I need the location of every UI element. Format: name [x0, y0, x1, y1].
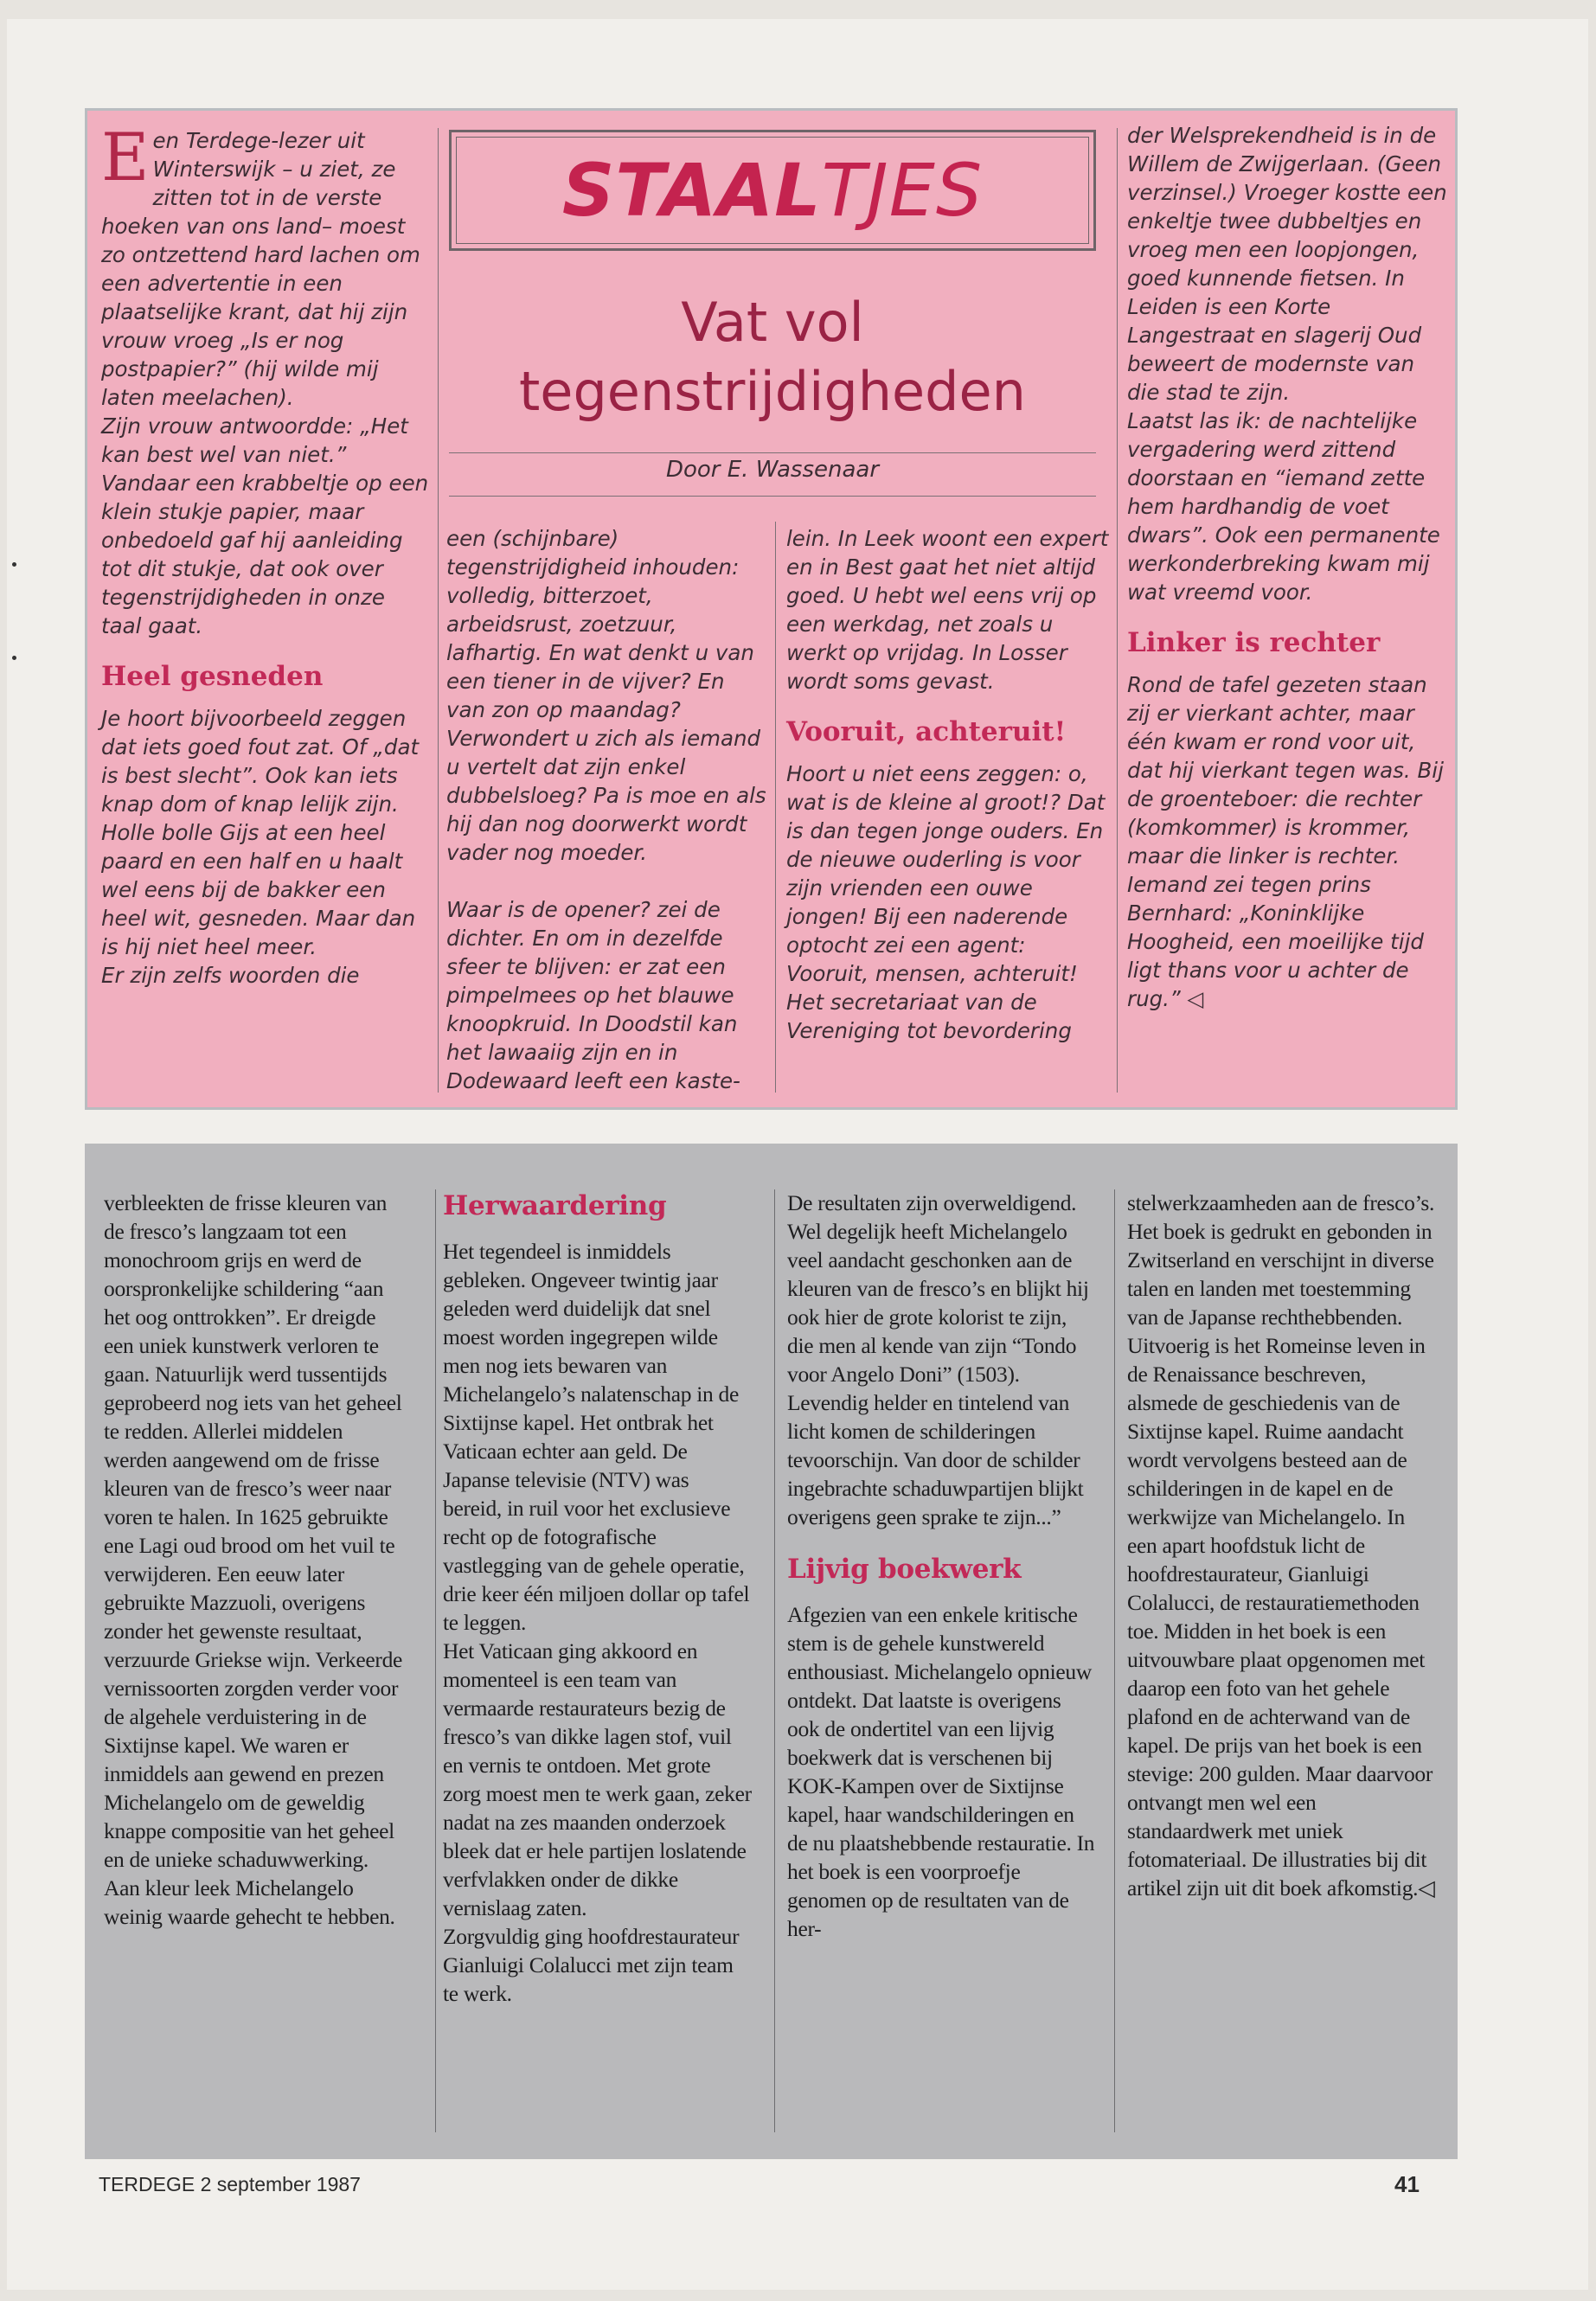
feature-column-3 — [786, 524, 1111, 1045]
headline-line-2: tegenstrijdigheden — [519, 360, 1026, 423]
paragraph: stelwerkzaamheden aan de fresco’s. — [1127, 1190, 1435, 1215]
column-divider — [1114, 1189, 1115, 2132]
paragraph: der Welsprekendheid is in de Willem de Zwijgerlaan. (Geen verzinsel.) Vroeger kostte een enkeltje twee dubbeltjes en vroeg men een loopjongen, goed kunnende fietsen. In Leiden is een Korte Langestraat en slagerij Oud beweert de modernste van die stad te zijn. — [1127, 123, 1447, 405]
paragraph: lein. In Leek woont een expert en in Best gaat het niet altijd goed. U hebt wel eens vrij op een werkdag, net zoals u werkt op vrijdag. In Losser wordt soms gevast. — [786, 526, 1109, 694]
paragraph: De resultaten zijn overweldigend. Wel degelijk heeft Michelangelo veel aandacht geschonken aan de kleuren van de fresco’s en blijkt hij ook hier de grote kolorist te zijn, die men al kende van zijn “Tondo voor Angelo Doni” (1503). Levendig helder en tintelend van licht komen de schilderingen tevoorschijn. Van door de schilder ingebrachte schaduwpartijen blijkt overigens geen sprake te zijn...” — [787, 1190, 1089, 1529]
paragraph: Je hoort bijvoorbeeld zeggen dat iets goed fout zat. Of „dat is best slecht”. Ook kan iets knap dom of knap lelijk zijn. Holle bolle Gijs at een heel paard en een half en u haalt wel eens bij de bakker een heel wit, gesneden. Maar dan is hij niet heel meer. — [101, 706, 420, 959]
margin-mark — [12, 562, 16, 567]
subheading-herwaardering: Herwaardering — [443, 1190, 667, 1221]
subheading-lijvig-boekwerk: Lijvig boekwerk — [787, 1554, 1022, 1585]
paragraph: Afgezien van een enkele kritische stem is de gehele kunstwereld enthousiast. Michelangelo opnieuw ontdekt. Dat laatste is overigens ook de ondertitel van een lijvig boekwerk dat is verschenen bij KOK-Kampen over de Sixtijnse kapel, haar wandschilderingen en de nu plaatshebbende restauratie. In het boek is een voorproefje genomen op de resultaten van de her- — [787, 1602, 1095, 1941]
article-column-1 — [104, 1189, 407, 1931]
paragraph: verbleekten de frisse kleuren van de fresco’s langzaam tot een monochroom grijs en werd de oorspronkelijke schildering “aan het oog onttrokken”. Er dreigde een uniek kunstwerk verloren te gaan. Natuurlijk werd tussentijds geprobeerd nog iets van het geheel te redden. Allerlei middelen werden aangewend om de frisse kleuren van de fresco’s weer naar voren te halen. In 1625 gebruikte ene Lagi oud brood om het vuil te verwijderen. Een eeuw later gebruikte Mazzuoli, overigens zonder het gewenste resultaat, verzuurde Griekse wijn. Verkeerde vernissoorten zorgden verder voor de algehele verduistering in de Sixtijnse kapel. We waren er inmiddels aan gewend en prezen Michelangelo om de geweldig knappe compositie van het geheel en de unieke schaduwwerking. Aan kleur leek Michelangelo weinig waarde gehecht te hebben. — [104, 1190, 403, 1929]
paragraph: Het secretariaat van de Vereniging tot bevordering — [786, 990, 1072, 1043]
drop-cap: E — [101, 119, 150, 195]
paragraph: Het tegendeel is inmiddels gebleken. Ongeveer twintig jaar geleden werd duidelijk dat snel moest worden ingegrepen wilde men nog iets bewaren van Michelangelo’s nalatenschap in de Sixtijnse kapel. Het ontbrak het Vaticaan echter aan geld. De Japanse televisie (NTV) was bereid, in ruil voor het exclusieve recht op de fotografische vastlegging van de gehele operatie, drie keer één miljoen dollar op tafel te leggen. — [443, 1239, 750, 1635]
paragraph: Waar is de opener? zei de dichter. En om in dezelfde sfeer te blijven: er zat een pimpelmees op het blauwe knoopkruid. In Doodstil kan het lawaaiig zijn en in Dodewaard leeft een kaste- — [446, 897, 740, 1093]
article-column-2 — [443, 1189, 753, 2008]
column-divider — [774, 1189, 775, 2132]
byline-rule-bottom — [449, 496, 1096, 497]
subheading-linker-is-rechter: Linker is rechter — [1127, 627, 1381, 658]
staaltjes-feature-box — [85, 108, 1458, 1110]
paragraph: Hoort u niet eens zeggen: o, wat is de kleine al groot!? Dat is dan tegen jonge ouders. En de nieuwe ouderling is voor zijn vrienden een ouwe jongen! Bij een naderende optocht zei een agent: Vooruit, mensen, achteruit! — [786, 761, 1106, 986]
column-divider — [775, 522, 776, 1093]
column-divider — [438, 128, 439, 1093]
margin-mark — [12, 656, 16, 660]
paragraph: Het boek is gedrukt en gebonden in Zwitserland en verschijnt in diverse talen en landen met toestemming van de Japanse rechthebbenden. Uitvoerig is het Romeinse leven in de Renaissance beschreven, alsmede de geschiedenis van de Sixtijnse kapel. Ruime aandacht wordt vervolgens besteed aan de schilderingen in de kapel en de werkwijze van Michelangelo. In een apart hoofdstuk licht de hoofdrestaurateur, Gianluigi Colalucci, de restauratiemethoden toe. Midden in het boek is een uitvouwbare plaat opgenomen met daarop een foto van het gehele plafond en de achterwand van de kapel. De prijs van het boek is een stevige: 200 gulden. Maar daarvoor ontvangt men wel een standaardwerk met uniek fotomateriaal. De illustraties bij dit artikel zijn uit dit boek afkomstig.◁ — [1127, 1219, 1435, 1900]
paragraph: Er zijn zelfs woorden die — [101, 963, 360, 988]
article-column-3 — [787, 1189, 1097, 1943]
feature-headline — [449, 288, 1096, 426]
article-column-4 — [1127, 1189, 1439, 1902]
paragraph: Het Vaticaan ging akkoord en momenteel is een team van vermaarde restaurateurs bezig de fresco’s van dikke lagen stof, vuil en vernis te ontdoen. Met grote zorg moest men te werk gaan, zeker nadat na zes maanden onderzoek bleek dat er hele partijen loslatende verfvlakken onder de dikke vernislaag zaten. — [443, 1638, 752, 1920]
byline: Door E. Wassenaar — [665, 457, 880, 483]
paragraph: Zijn vrouw antwoordde: „Het kan best wel van niet.” Vandaar een krabbeltje op een klein stukje papier, maar onbedoeld gaf hij aanleiding tot dit stukje, dat ook over tegenstrijdigheden in onze taal gaat. — [101, 413, 429, 638]
feature-column-2 — [446, 524, 768, 1095]
footer-publication-date: TERDEGE 2 september 1987 — [99, 2173, 361, 2195]
intro-paragraph: Een Terdege-lezer uit Winterswijk – u ziet, ze zitten tot in de verste hoeken van ons land– moest zo ontzettend hard lachen om een advertentie in een plaatselijke krant, dat hij zijn vrouw vroeg „Is er nog postpapier?” (hij wilde mij laten meelachen). — [101, 119, 420, 410]
column-divider — [435, 1189, 436, 2132]
feature-column-4 — [1127, 121, 1449, 1013]
page-number: 41 — [1394, 2171, 1420, 2197]
headline-line-1: Vat vol — [681, 291, 864, 354]
paragraph: Rond de tafel gezeten staan zij er vierkant achter, maar één kwam er rond voor uit, dat hij vierkant tegen was. Bij de groenteboer: die rechter (komkommer) is krommer, maar die linker is rechter. Iemand zei tegen prins Bernhard: „Koninklijke Hoogheid, een moeilijke tijd ligt thans voor u achter de rug.” ◁ — [1127, 672, 1444, 1011]
feature-title — [456, 137, 1089, 244]
feature-title-box — [449, 130, 1096, 251]
subheading-vooruit-achteruit: Vooruit, achteruit! — [786, 716, 1067, 747]
paragraph: een (schijnbare) tegenstrijdigheid inhouden: volledig, bitterzoet, arbeidsrust, zoetzuur, lafhartig. En wat denkt u van een tiener in de vijver? En van zon op maandag? Verwondert u zich als iemand u vertelt dat zijn enkel dubbelsloeg? Pa is moe en als hij dan nog doorwerkt wordt vader nog moeder. — [446, 526, 766, 865]
feature-column-1 — [101, 119, 430, 990]
byline-rule-top — [449, 452, 1096, 453]
feature-title-bold: STAAL — [561, 148, 822, 233]
column-divider — [1117, 128, 1118, 1093]
subheading-heel-gesneden: Heel gesneden — [101, 661, 324, 692]
paragraph: Laatst las ik: de nachtelijke vergadering werd zittend doorstaan en “iemand zette hem hardhandig de voet dwars”. Ook een permanente werkonderbreking kwam mij wat vreemd voor. — [1127, 408, 1440, 605]
feature-title-rest: TJES — [821, 148, 984, 233]
paragraph: Zorgvuldig ging hoofdrestaurateur Gianluigi Colalucci met zijn team te werk. — [443, 1924, 740, 2006]
